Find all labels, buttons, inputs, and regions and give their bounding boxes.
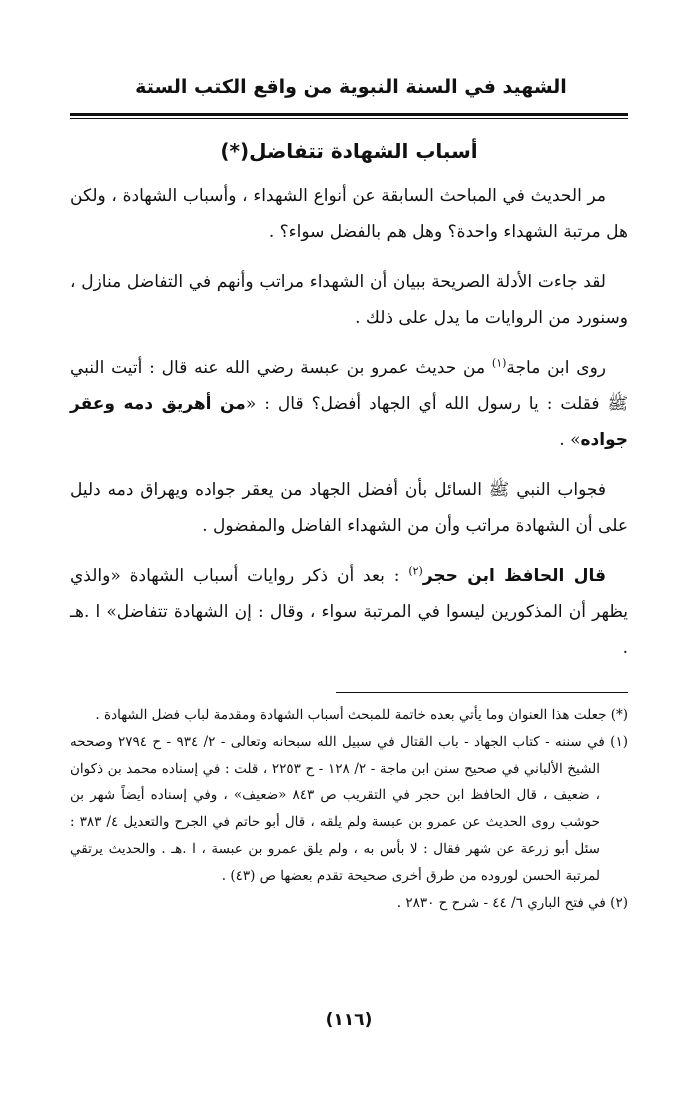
paragraph-2: لقد جاءت الأدلة الصريحة ببيان أن الشهداء مراتب وأنهم في التفاضل منازل ، وسنورد من الروايات ما يدل على ذلك . xyxy=(70,272,628,328)
paragraph-3-part-3: » . xyxy=(559,430,581,450)
paragraph-1: مر الحديث في المباحث السابقة عن أنواع الشهداء ، وأسباب الشهادة ، ولكن هل مرتبة الشهداء واحدة؟ وهل هم بالفضل سواء؟ . xyxy=(70,186,628,242)
page-number: (١١٦) xyxy=(325,1010,373,1030)
paragraph-5-part-2: : بعد أن ذكر روايات أسباب الشهادة «والذي يظهر أن المذكورين ليسوا في المرتبة سواء ، وقال : إن الشهادة تتفاضل» ا .هـ . xyxy=(70,566,628,658)
hadith-quote: من أهريق دمه وعقر جواده xyxy=(70,394,628,450)
paragraph-5 xyxy=(70,558,628,666)
running-header: الشهيد في السنة النبوية من واقع الكتب الستة xyxy=(135,76,567,98)
footnote-star: (*) جعلت هذا العنوان وما يأتي بعده خاتمة للمبحث أسباب الشهادة ومقدمة لباب فضل الشهادة . xyxy=(95,707,628,723)
header-rule-thick xyxy=(70,113,628,116)
ibn-hajar-heading: قال الحافظ ابن حجر xyxy=(422,566,606,586)
footnote-1: (١) في سننه - كتاب الجهاد - باب القتال في سبيل الله سبحانه وتعالى - ٢/ ٩٣٤ - ح ٢٧٩٤ وصححه الشيخ الألباني في صحيح سنن ابن ماجة - ٢/ ١٢٨ - ح ٢٢٥٣ ، قلت : في إسناده محمد بن ذكوان ، ضعيف ، قال الحافظ ابن حجر في التقريب ص ٨٤٣ «ضعيف» ، وفي إسناده أيضاً شهر بن حوشب روى الحديث عن عمرو بن عبسة ولم يلقه ، قال أبو حاتم في الجرح والتعديل ٤/ ٣٨٣ : سئل أبو زرعة عن شهر فقال : لا بأس به ، ولم يلق عمرو بن عبسة ، ا .هـ . والحديث يرتقي لمرتبة الحسن لوروده من طرق أخرى صحيحة تقدم بعضها ص (٤٣) . xyxy=(70,733,628,884)
footnotes xyxy=(70,702,628,916)
body-text xyxy=(70,178,628,680)
paragraph-3 xyxy=(70,350,628,458)
footnote-rule xyxy=(336,692,628,693)
footnote-2: (٢) في فتح الباري ٦/ ٤٤ - شرح ح ٢٨٣٠ . xyxy=(396,894,628,911)
paragraph-3-part-1: روى ابن ماجة xyxy=(506,358,606,378)
paragraph-4: فجواب النبي ﷺ السائل بأن أفضل الجهاد من يعقر جواده ويهراق دمه دليل على أن الشهادة مراتب وأن من الشهداء الفاضل والمفضول . xyxy=(70,480,628,536)
section-title: أسباب الشهادة تتفاضل(*) xyxy=(220,139,478,163)
footnote-ref-2: (٢) xyxy=(408,564,423,578)
footnote-ref-1: (١) xyxy=(491,356,507,370)
header-rule-thin xyxy=(70,118,628,119)
paragraph-3-part-2: من حديث عمرو بن عبسة رضي الله عنه قال : أتيت النبي ﷺ فقلت : يا رسول الله أي الجهاد أفضل؟ قال : « xyxy=(70,358,628,414)
